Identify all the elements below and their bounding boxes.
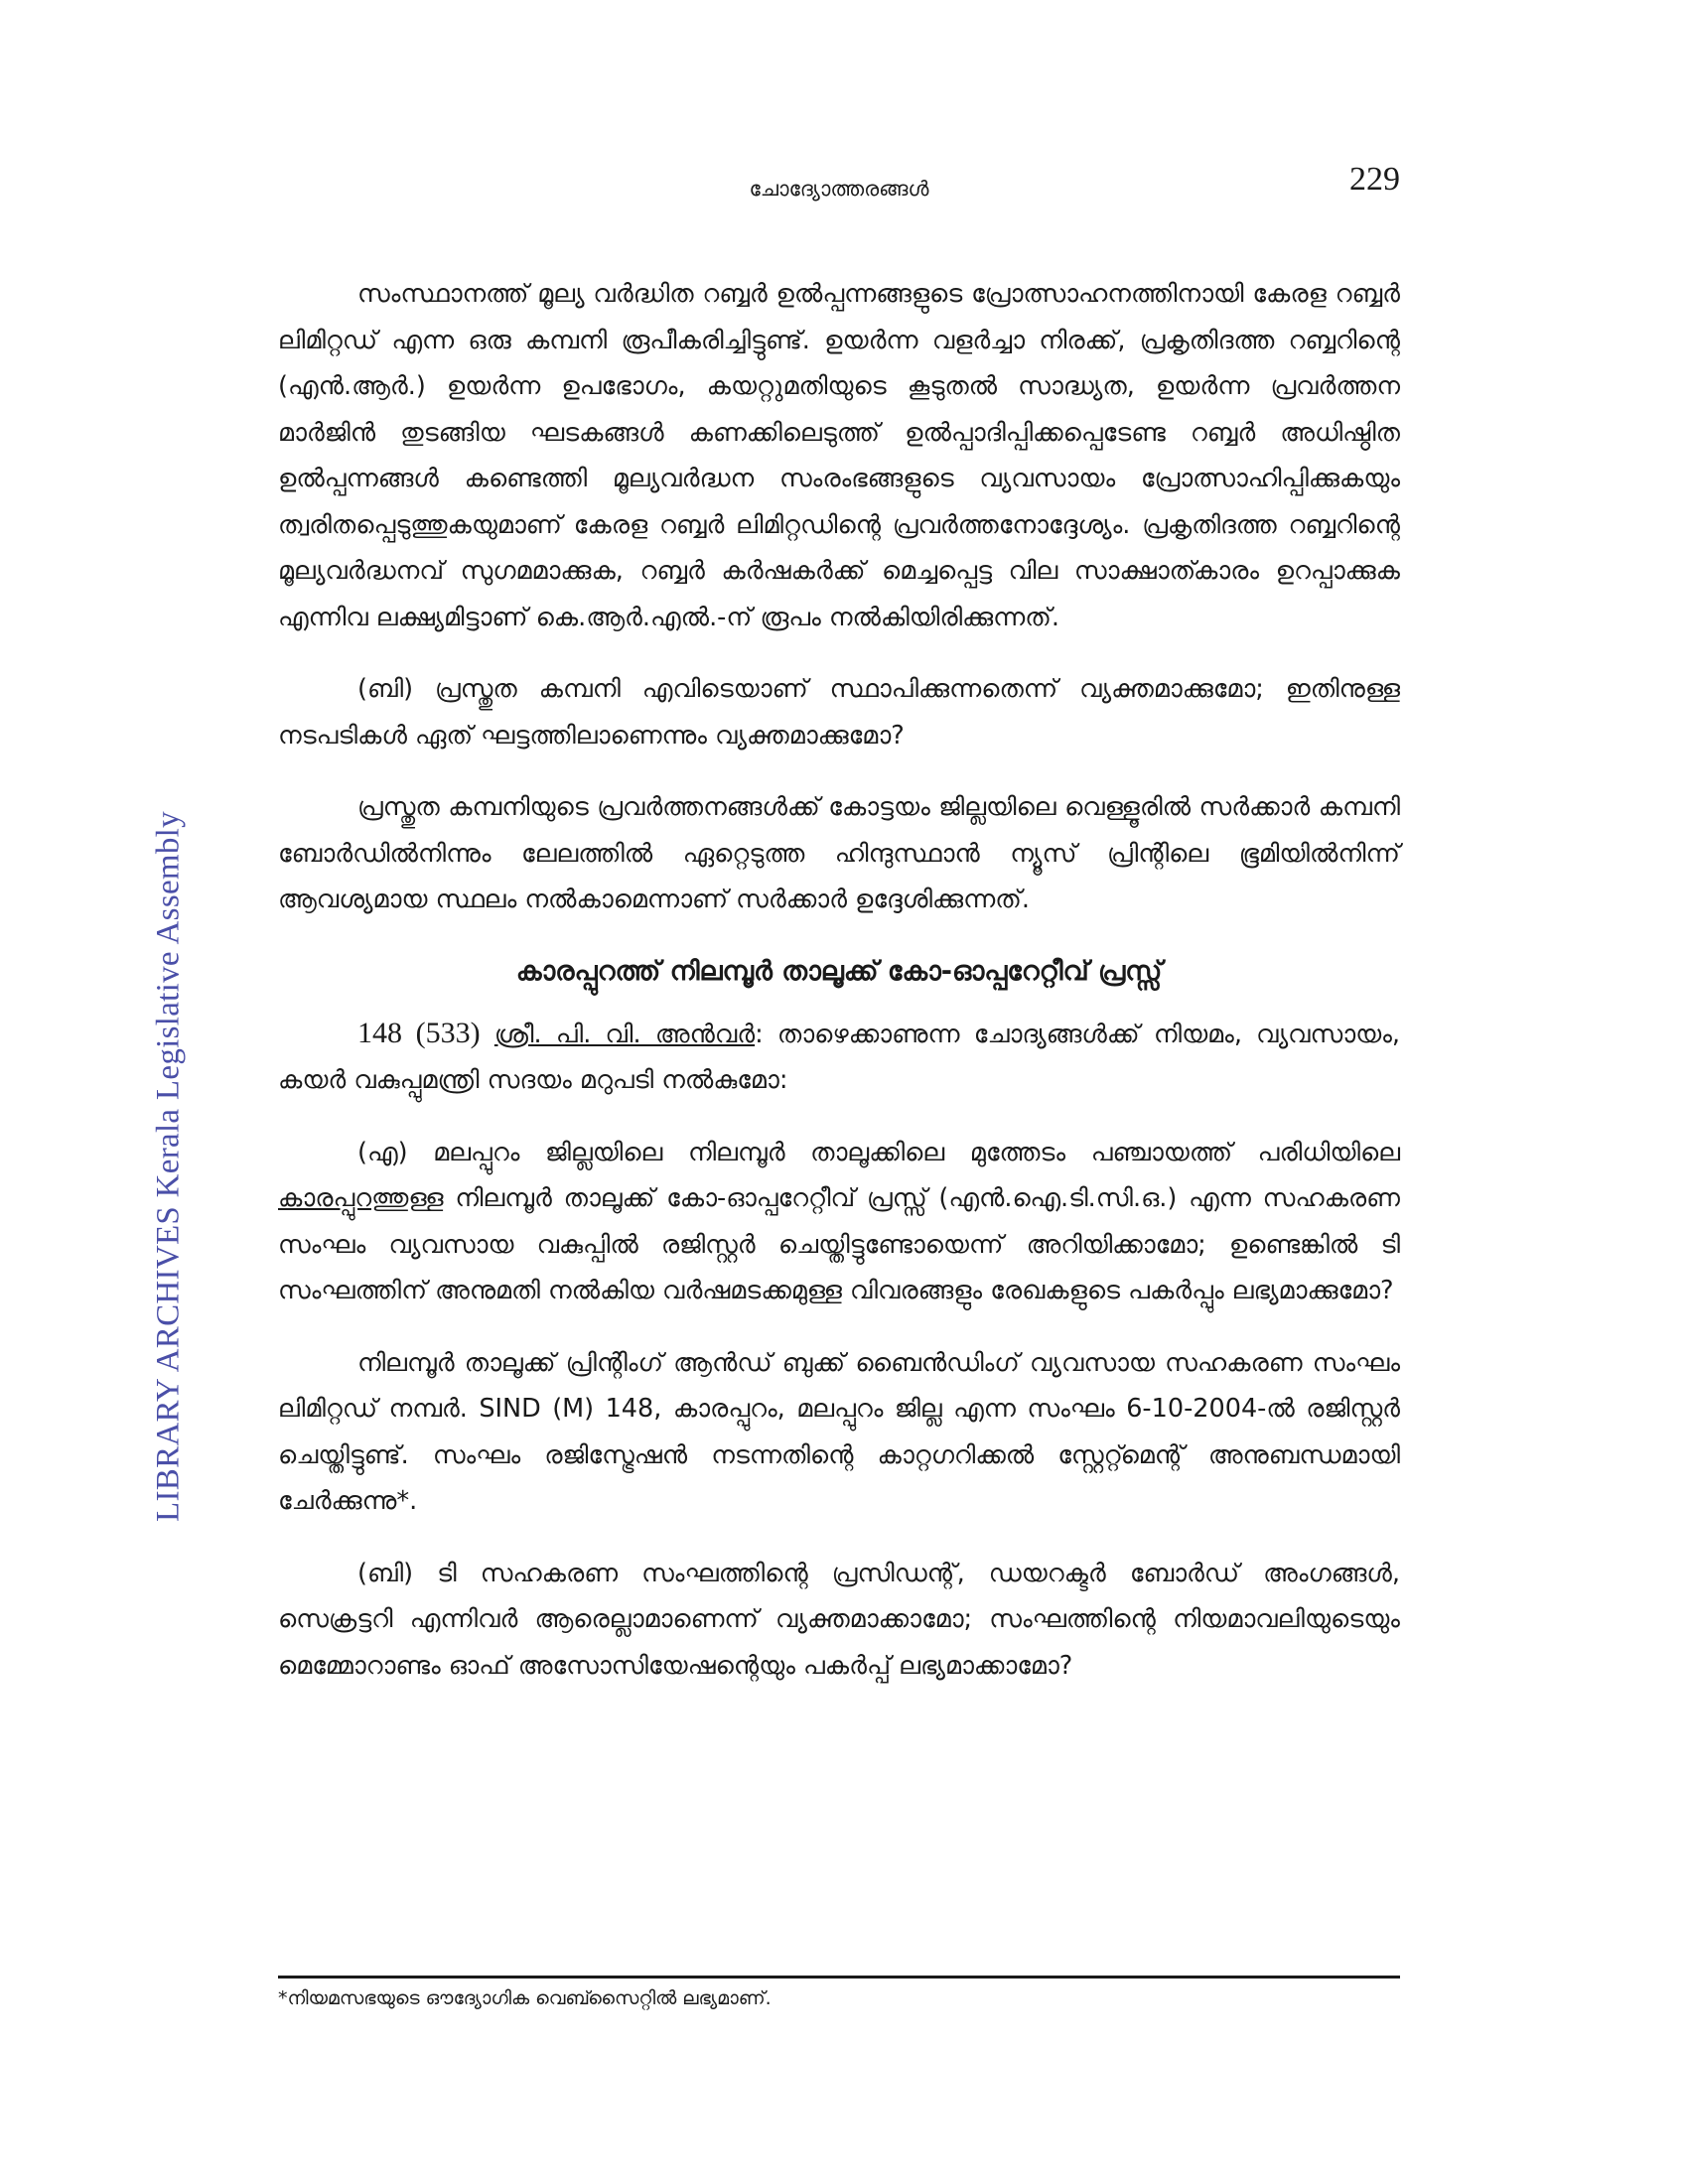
question-paragraph-b: (ബി) പ്രസ്തുത കമ്പനി എവിടെയാണ് സ്ഥാപിക്കുന്നതെന്ന് വ്യക്തമാക്കുമോ; ഇതിനുള്ള നടപടികൾ ഏത് ഘട്ടത്തിലാണെന്നും വ്യക്തമാക്കുമോ? <box>278 674 1400 751</box>
page-number: 229 <box>1349 161 1400 198</box>
question-paragraph-b2: (ബി) ടി സഹകരണ സംഘത്തിന്റെ പ്രസിഡന്റ്, ഡയറക്ടർ ബോർഡ് അംഗങ്ങൾ, സെക്രട്ടറി എന്നിവർ ആരെല്ലാമാണെന്ന് വ്യക്തമാക്കാമോ; സംഘത്തിന്റെ നിയമാവലിയുടെയും മെമ്മോറാണ്ടം ഓഫ് അസോസിയേഷന്റെയും പകർപ്പ് ലഭ്യമാക്കാമോ? <box>278 1558 1400 1681</box>
member-name: ശ്രീ. പി. വി. അൻവർ <box>493 1019 756 1049</box>
question-intro-text: : താഴെക്കാണുന്ന ചോദ്യങ്ങൾക്ക് നിയമം, വ്യവസായം, കയർ വകുപ്പുമന്ത്രി സദയം മറുപടി നൽകുമോ: <box>278 1019 1400 1095</box>
answer-paragraph-b: പ്രസ്തുത കമ്പനിയുടെ പ്രവർത്തനങ്ങൾക്ക് കോട്ടയം ജില്ലയിലെ വെള്ളൂരിൽ സർക്കാർ കമ്പനി ബോർഡിൽനിന്നും ലേലത്തിൽ ഏറ്റെടുത്ത ഹിന്ദുസ്ഥാൻ ന്യൂസ് പ്രിന്റിലെ ഭൂമിയിൽനിന്ന് ആവശ്യമായ സ്ഥലം നൽകാമെന്നാണ് സർക്കാർ ഉദ്ദേശിക്കുന്നത്. <box>278 792 1400 914</box>
question-a2-text-2: നിലമ്പൂർ താലൂക്ക് കോ-ഓപ്പറേറ്റീവ് പ്രസ്സ് (എൻ.ഐ.ടി.സി.ഒ.) എന്ന സഹകരണ സംഘം വ്യവസായ വകുപ്പിൽ രജിസ്റ്റർ ചെയ്തിട്ടുണ്ടോയെന്ന് അറിയിക്കാമോ; ഉണ്ടെങ്കിൽ ടി സംഘത്തിന് അനുമതി നൽകിയ വർഷമടക്കമുള്ള വിവരങ്ങളും രേഖകളുടെ പകർപ്പും ലഭ്യമാക്കുമോ? <box>278 1183 1400 1305</box>
question-paragraph-a2 <box>278 1130 1400 1314</box>
question-number: 148 (533) <box>357 1016 481 1049</box>
footnote-divider <box>278 1976 1400 1979</box>
page-header <box>278 161 1400 210</box>
section-heading: കാരപ്പുറത്ത് നിലമ്പൂർ താലൂക്ക് കോ-ഓപ്പറേറ്റീവ് പ്രസ്സ് <box>515 955 1163 987</box>
answer-paragraph-a2: നിലമ്പൂർ താലൂക്ക് പ്രിന്റിംഗ് ആൻഡ് ബുക്ക് ബൈൻഡിംഗ് വ്യവസായ സഹകരണ സംഘം ലിമിറ്റഡ് നമ്പർ. SIND (M) 148, കാരപ്പുറം, മലപ്പുറം ജില്ല എന്ന സംഘം 6-10-2004-ൽ രജിസ്റ്റർ ചെയ്തിട്ടുണ്ട്. സംഘം രജിസ്ട്രേഷൻ നടന്നതിന്റെ കാറ്റഗറിക്കൽ സ്റ്റേറ്റ്മെന്റ് അനുബന്ധമായി ചേർക്കുന്നു*. <box>278 1347 1400 1516</box>
answer-paragraph-a: സംസ്ഥാനത്ത് മൂല്യ വർദ്ധിത റബ്ബർ ഉൽപ്പന്നങ്ങളുടെ പ്രോത്സാഹനത്തിനായി കേരള റബ്ബർ ലിമിറ്റഡ് എന്ന ഒരു കമ്പനി രൂപീകരിച്ചിട്ടുണ്ട്. ഉയർന്ന വളർച്ചാ നിരക്ക്, പ്രകൃതിദത്ത റബ്ബറിന്റെ (എൻ.ആർ.) ഉയർന്ന ഉപഭോഗം, കയറ്റുമതിയുടെ കൂടുതൽ സാദ്ധ്യത, ഉയർന്ന പ്രവർത്തന മാർജിൻ തുടങ്ങിയ ഘടകങ്ങൾ കണക്കിലെടുത്ത് ഉൽപ്പാദിപ്പിക്കപ്പെടേണ്ട റബ്ബർ അധിഷ്ഠിത ഉൽപ്പന്നങ്ങൾ കണ്ടെത്തി മൂല്യവർദ്ധന സംരംഭങ്ങളുടെ വ്യവസായം പ്രോത്സാഹിപ്പിക്കുകയും ത്വരിതപ്പെടുത്തുകയുമാണ് കേരള റബ്ബർ ലിമിറ്റഡിന്റെ പ്രവർത്തനോദ്ദേശ്യം. പ്രകൃതിദത്ത റബ്ബറിന്റെ മൂല്യവർദ്ധനവ് സുഗമമാക്കുക, റബ്ബർ കർഷകർക്ക് മെച്ചപ്പെട്ട വില സാക്ഷാത്കാരം ഉറപ്പാക്കുക എന്നിവ ലക്ഷ്യമിട്ടാണ് കെ.ആർ.എൽ.-ന് രൂപം നൽകിയിരിക്കുന്നത്. <box>278 279 1400 632</box>
footnote: *നിയമസഭയുടെ ഔദ്യോഗിക വെബ്സൈറ്റിൽ ലഭ്യമാണ്. <box>278 1987 772 2009</box>
question-a2-underlined: കാരപ്പുറത്തുള്ള <box>278 1183 444 1213</box>
watermark-text: LIBRARY ARCHIVES Kerala Legislative Assembly <box>150 811 187 1522</box>
page-body <box>278 271 1400 1689</box>
question-intro <box>278 1011 1400 1104</box>
question-a2-text-1: (എ) മലപ്പുറം ജില്ലയിലെ നിലമ്പൂർ താലൂക്കിലെ മുത്തേടം പഞ്ചായത്ത് പരിധിയിലെ <box>357 1137 1400 1167</box>
running-title: ചോദ്യോത്തരങ്ങൾ <box>749 177 929 201</box>
